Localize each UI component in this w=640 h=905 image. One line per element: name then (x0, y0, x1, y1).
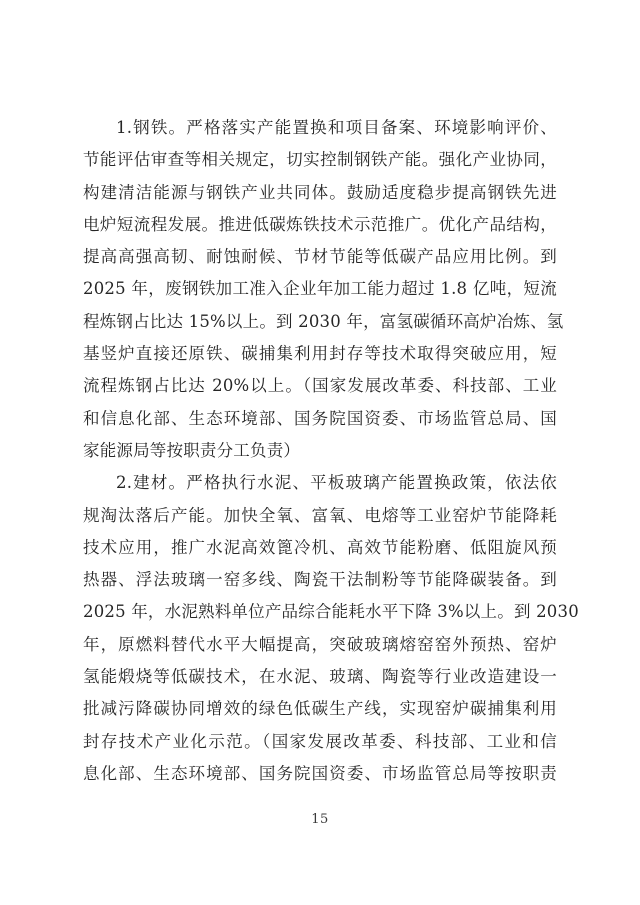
text-line: 2025 年，水泥熟料单位产品综合能耗水平下降 3%以上。到 2030 (83, 602, 579, 622)
text-line: 程炼钢占比达 15%以上。到 2030 年，富氢碳循环高炉冶炼、氢 (83, 311, 564, 331)
text-line: 电炉短流程发展。推进低碳炼铁技术示范推广。优化产品结构， (83, 214, 557, 234)
text-line: 批减污降碳协同增效的绿色低碳生产线，实现窑炉碳捕集利用 (83, 699, 557, 719)
text-line: 基竖炉直接还原铁、碳捕集利用封存等技术取得突破应用，短 (83, 344, 557, 364)
text-line: 提高高强高韧、耐蚀耐候、节材节能等低碳产品应用比例。到 (83, 247, 557, 267)
page-number: 15 (311, 812, 329, 827)
text-line: 构建清洁能源与钢铁产业共同体。鼓励适度稳步提高钢铁先进 (83, 182, 557, 202)
text-line: 和信息化部、生态环境部、国务院国资委、市场监管总局、国 (83, 408, 557, 428)
text-line: 2025 年，废钢铁加工准入企业年加工能力超过 1.8 亿吨，短流 (83, 279, 557, 299)
text-line: 家能源局等按职责分工负责） (83, 440, 301, 460)
text-line: 节能评估审查等相关规定，切实控制钢铁产能。强化产业协同， (83, 150, 557, 170)
text-line: 息化部、生态环境部、国务院国资委、市场监管总局等按职责 (83, 763, 557, 783)
text-line: 氢能煅烧等低碳技术，在水泥、玻璃、陶瓷等行业改造建设一 (83, 667, 557, 687)
text-line: 封存技术产业化示范。（国家发展改革委、科技部、工业和信 (83, 731, 557, 751)
text-line: 热器、浮法玻璃一窑多线、陶瓷干法制粉等节能降碳装备。到 (83, 570, 557, 590)
text-line: 流程炼钢占比达 20%以上。（国家发展改革委、科技部、工业 (83, 376, 557, 396)
text-line: 2.建材。严格执行水泥、平板玻璃产能置换政策，依法依 (116, 473, 557, 493)
text-line: 技术应用，推广水泥高效篦冷机、高效节能粉磨、低阻旋风预 (83, 537, 557, 557)
text-line: 规淘汰落后产能。加快全氧、富氧、电熔等工业窑炉节能降耗 (83, 505, 557, 525)
text-line: 1.钢铁。严格落实产能置换和项目备案、环境影响评价、 (116, 118, 557, 137)
text-line: 年，原燃料替代水平大幅提高，突破玻璃熔窑窑外预热、窑炉 (83, 634, 557, 654)
page-body (83, 112, 579, 790)
